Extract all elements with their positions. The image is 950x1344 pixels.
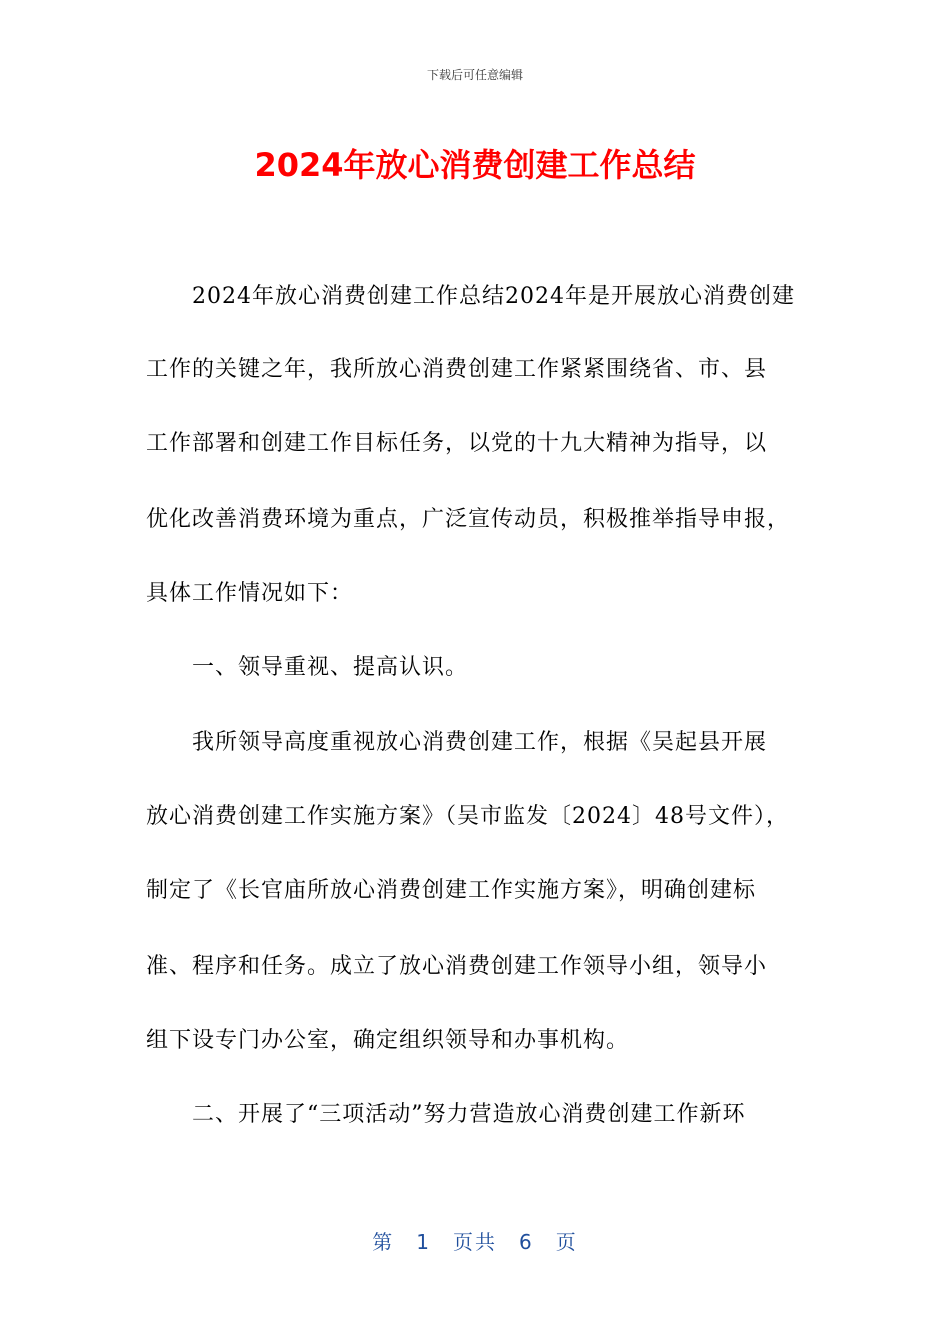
- paragraph-line: 优化改善消费环境为重点，广泛宣传动员，积极推举指导申报，: [146, 507, 791, 532]
- paragraph-line: 组下设专门办公室，确定组织领导和办事机构。: [146, 1028, 630, 1053]
- footer-prefix: 第: [372, 1230, 395, 1254]
- footer-middle: 页共: [453, 1230, 497, 1254]
- document-title: 2024年放心消费创建工作总结: [254, 146, 696, 184]
- section-heading: 一、领导重视、提高认识。: [192, 655, 469, 680]
- header-note: 下载后可任意编辑: [426, 68, 523, 82]
- section-heading: 二、开展了“三项活动”努力营造放心消费创建工作新环: [192, 1102, 746, 1127]
- page-footer: [0, 1226, 950, 1255]
- footer-total-pages: 6: [519, 1230, 534, 1254]
- paragraph-line: 工作部署和创建工作目标任务，以党的十九大精神为指导，以: [146, 431, 768, 456]
- paragraph-line: 具体工作情况如下：: [146, 581, 354, 606]
- paragraph-line: 准、程序和任务。成立了放心消费创建工作领导小组，领导小: [146, 954, 768, 979]
- paragraph-line: 我所领导高度重视放心消费创建工作，根据《吴起县开展: [192, 730, 768, 755]
- paragraph-line: 2024年放心消费创建工作总结2024年是开展放心消费创建: [192, 284, 795, 309]
- paragraph-line: 放心消费创建工作实施方案》（吴市监发〔2024〕48号文件），: [146, 804, 789, 829]
- paragraph-line: 工作的关键之年，我所放心消费创建工作紧紧围绕省、市、县: [146, 357, 768, 382]
- footer-suffix: 页: [555, 1230, 578, 1254]
- paragraph-line: 制定了《长官庙所放心消费创建工作实施方案》，明确创建标: [146, 878, 757, 903]
- footer-current-page: 1: [416, 1230, 431, 1254]
